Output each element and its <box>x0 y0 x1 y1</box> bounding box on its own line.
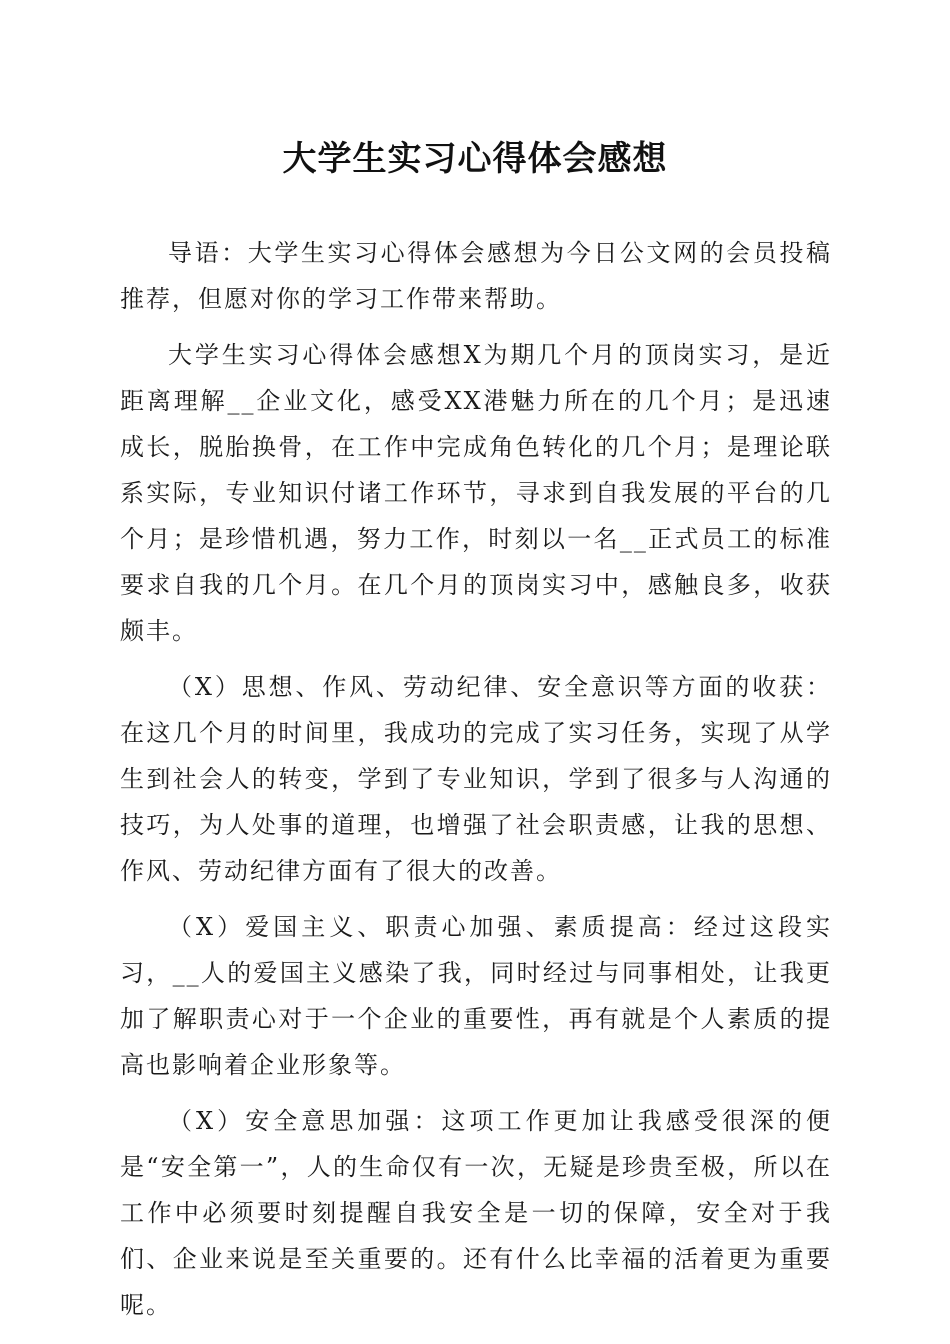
paragraph-patriotism: （X）爱国主义、职责心加强、素质提高：经过这段实习，__人的爱国主义感染了我，同时经过与同事相处，让我更加了解职责心对于一个企业的重要性，再有就是个人素质的提高也影响着企业形象等。 <box>120 913 832 1079</box>
paragraph-safety: （X）安全意思加强：这项工作更加让我感受很深的便是“安全第一”，人的生命仅有一次，无疑是珍贵至极，所以在工作中必须要时刻提醒自我安全是一切的保障，安全对于我们、企业来说是至关重要的。还有什么比幸福的活着更为重要呢。 <box>120 1107 832 1319</box>
document-title: 大学生实习心得体会感想 <box>282 139 668 179</box>
document-body <box>120 230 832 1338</box>
paragraph-overview: 大学生实习心得体会感想X为期几个月的顶岗实习，是近距离理解__企业文化，感受XX港魅力所在的几个月；是迅速成长，脱胎换骨，在工作中完成角色转化的几个月；是理论联系实际，专业知识付诸工作环节，寻求到自我发展的平台的几个月；是珍惜机遇，努力工作，时刻以一名__正式员工的标准要求自我的几个月。在几个月的顶岗实习中，感触良多，收获颇丰。 <box>120 341 832 645</box>
paragraph-thought-style: （X）思想、作风、劳动纪律、安全意识等方面的收获：在这几个月的时间里，我成功的完成了实习任务，实现了从学生到社会人的转变，学到了专业知识，学到了很多与人沟通的技巧，为人处事的道理，也增强了社会职责感，让我的思想、作风、劳动纪律方面有了很大的改善。 <box>120 673 832 885</box>
paragraph-intro: 导语：大学生实习心得体会感想为今日公文网的会员投稿推荐，但愿对你的学习工作带来帮助。 <box>120 239 832 313</box>
